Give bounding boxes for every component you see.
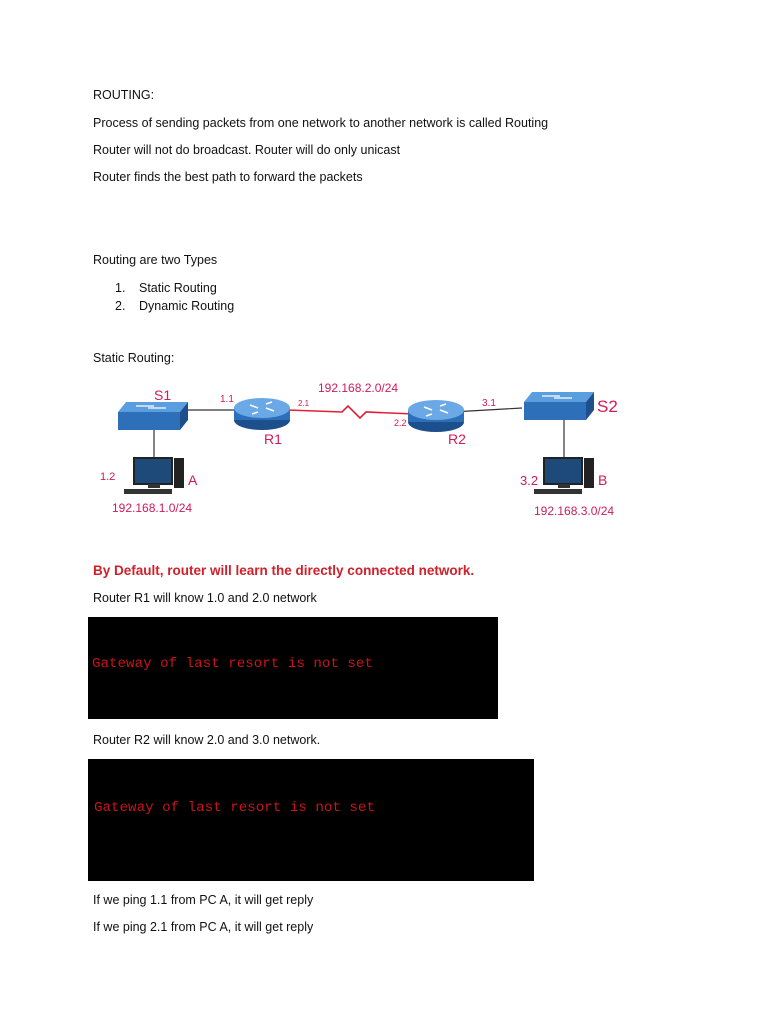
intro-line-2: Router will not do broadcast. Router will do only unicast [93, 143, 401, 157]
pc-b-ip-label: 3.2 [520, 473, 539, 488]
r1-knowledge-note: Router R1 will know 1.0 and 2.0 network [93, 591, 317, 605]
ping-note-1: If we ping 1.1 from PC A, it will get reply [93, 893, 314, 907]
list-item: 2. Dynamic Routing [115, 299, 235, 313]
switch-s1-icon [118, 402, 188, 430]
network-topology-diagram [92, 372, 672, 530]
intro-line-1: Process of sending packets from one network to another network is called Routing [93, 116, 549, 130]
terminal-line: Gateway of last resort is not set [94, 800, 375, 816]
wan-network-label: 192.168.2.0/24 [318, 381, 399, 395]
lan-b-network-label: 192.168.3.0/24 [534, 504, 615, 518]
pc-b-label: B [598, 472, 608, 488]
default-behavior-note: By Default, router will learn the directly connected network. [93, 563, 475, 578]
terminal-line: Gateway of last resort is not set [92, 656, 373, 672]
r2-knowledge-note: Router R2 will know 2.0 and 3.0 network. [93, 733, 321, 747]
switch-s1-label: S1 [154, 387, 172, 403]
types-intro: Routing are two Types [93, 253, 218, 267]
terminal-line [94, 848, 534, 864]
r2-wan-ip-label: 2.2 [394, 418, 407, 428]
r1-terminal-output [88, 617, 498, 719]
intro-line-3: Router finds the best path to forward the packets [93, 170, 363, 184]
router-r1-label: R1 [264, 431, 282, 447]
routing-types-list [93, 279, 234, 315]
r2-lan-ip-label: 3.1 [482, 398, 496, 409]
lan-a-network-label: 192.168.1.0/24 [112, 501, 193, 515]
switch-s2-icon [524, 392, 594, 420]
ping-note-2: If we ping 2.1 from PC A, it will get reply [93, 920, 314, 934]
router-r2-label: R2 [448, 431, 466, 447]
router-r1-icon [234, 398, 290, 430]
pc-a-icon [124, 458, 184, 494]
router-r2-icon [408, 400, 464, 432]
r1-wan-ip-label: 2.1 [298, 399, 310, 408]
list-item: 1. Static Routing [115, 281, 217, 295]
switch-s2-label: S2 [597, 397, 618, 416]
static-routing-heading: Static Routing: [93, 351, 175, 365]
page-heading: ROUTING: [93, 88, 155, 102]
r1-lan-ip-label: 1.1 [220, 394, 234, 405]
terminal-line [92, 704, 498, 719]
pc-b-icon [534, 458, 594, 494]
r2-terminal-output [88, 759, 534, 881]
pc-a-label: A [188, 472, 198, 488]
pc-a-ip-label: 1.2 [100, 471, 116, 483]
